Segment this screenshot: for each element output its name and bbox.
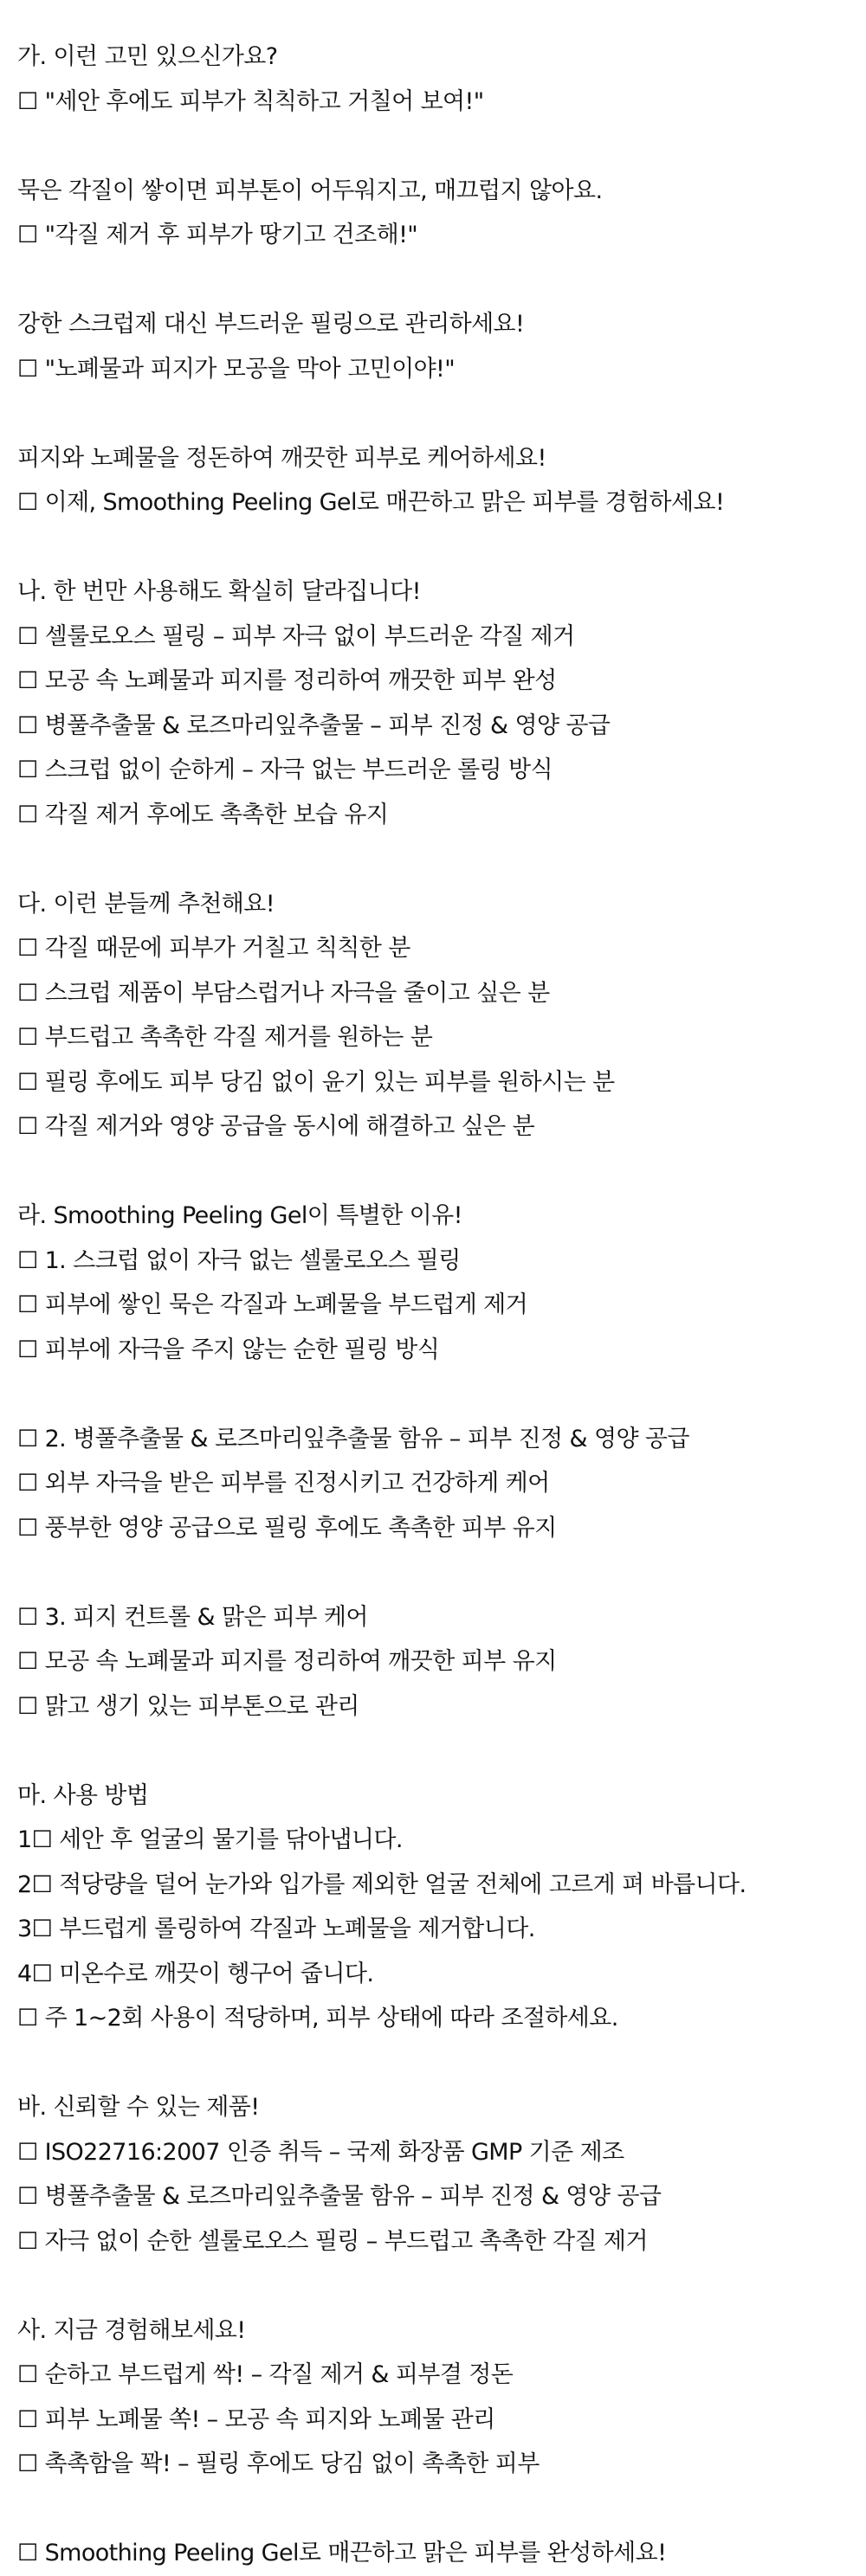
text-line: ☐ 이제, Smoothing Peeling Gel로 매끈하고 맑은 피부를 경험하세요! xyxy=(17,489,725,516)
section-sa xyxy=(17,2309,866,2576)
blank-line xyxy=(17,2487,866,2532)
text-line: ☐ 피부에 쌓인 묵은 각질과 노폐물을 부드럽게 제거 xyxy=(17,1291,528,1318)
text-line: ☐ Smoothing Peeling Gel로 매끈하고 맑은 피부를 완성하세요! xyxy=(17,2540,667,2566)
section-gap xyxy=(17,2264,866,2309)
text-line: ☐ 자극 없이 순한 셀룰로오스 필링 – 부드럽고 촉촉한 각질 제거 xyxy=(17,2227,648,2255)
blank-line xyxy=(17,391,866,436)
text-line: 묵은 각질이 쌓이면 피부톤이 어두워지고, 매끄럽지 않아요. xyxy=(17,177,603,204)
section-na xyxy=(17,570,866,837)
text-line: ☐ "세안 후에도 피부가 칙칙하고 거칠어 보여!" xyxy=(17,87,484,115)
text-line: ☐ 피부에 자극을 주지 않는 순한 필링 방식 xyxy=(17,1336,440,1363)
text-line: ☐ 부드럽고 촉촉한 각질 제거를 원하는 분 xyxy=(17,1024,433,1051)
text-line: 강한 스크럽제 대신 부드러운 필링으로 관리하세요! xyxy=(17,311,525,338)
text-line: ☐ 각질 제거 후에도 촉촉한 보습 유지 xyxy=(17,801,389,828)
text-line: 3☐ 부드럽게 롤링하여 각질과 노폐물을 제거합니다. xyxy=(17,1916,535,1942)
section-ga xyxy=(17,35,866,525)
blank-line xyxy=(17,124,866,169)
section-da xyxy=(17,882,866,1150)
section-heading: 사. 지금 경험해보세요! xyxy=(17,2316,246,2344)
blank-line xyxy=(17,1550,866,1595)
text-line: ☐ 스크럽 없이 순하게 – 자극 없는 부드러운 롤링 방식 xyxy=(17,757,553,783)
text-line: 2☐ 적당량을 덜어 눈가와 입가를 제외한 얼굴 전체에 고르게 펴 바릅니다. xyxy=(17,1871,746,1898)
text-line: ☐ 각질 때문에 피부가 거칠고 칙칙한 분 xyxy=(17,935,410,962)
text-line: ☐ 주 1~2회 사용이 적당하며, 피부 상태에 따라 조절하세요. xyxy=(17,2005,618,2032)
text-line: ☐ 병풀추출물 & 로즈마리잎추출물 – 피부 진정 & 영양 공급 xyxy=(17,712,611,739)
text-line: ☐ 셀룰로오스 필링 – 피부 자극 없이 부드러운 각질 제거 xyxy=(17,622,575,650)
text-line: ☐ 맑고 생기 있는 피부톤으로 관리 xyxy=(17,1692,359,1720)
text-line: 4☐ 미온수로 깨끗이 헹구어 줍니다. xyxy=(17,1960,374,1987)
text-line: ☐ 1. 스크럽 없이 자극 없는 셀룰로오스 필링 xyxy=(17,1246,461,1274)
text-line: ☐ ISO22716:2007 인증 취득 – 국제 화장품 GMP 기준 제조 xyxy=(17,2138,624,2166)
text-line: 피지와 노폐물을 정돈하여 깨끗한 피부로 케어하세요! xyxy=(17,444,546,472)
text-line: ☐ 필링 후에도 피부 당김 없이 윤기 있는 피부를 원하시는 분 xyxy=(17,1068,615,1096)
section-gap xyxy=(17,1150,866,1195)
section-heading: 다. 이런 분들께 추천해요! xyxy=(17,890,275,918)
section-heading: 바. 신뢰할 수 있는 제품! xyxy=(17,2094,260,2121)
text-line: ☐ 외부 자극을 받은 피부를 진정시키고 건강하게 케어 xyxy=(17,1470,550,1497)
section-gap xyxy=(17,525,866,570)
section-heading: 가. 이런 고민 있으신가요? xyxy=(17,43,278,70)
text-line: ☐ 스크럽 제품이 부담스럽거나 자극을 줄이고 싶은 분 xyxy=(17,979,550,1007)
text-line: ☐ 모공 속 노폐물과 피지를 정리하여 깨끗한 피부 완성 xyxy=(17,667,557,694)
section-heading: 나. 한 번만 사용해도 확실히 달라집니다! xyxy=(17,578,421,605)
text-line: ☐ 3. 피지 컨트롤 & 맑은 피부 케어 xyxy=(17,1603,368,1631)
text-line: 1☐ 세안 후 얼굴의 물기를 닦아냅니다. xyxy=(17,1826,403,1853)
text-line: ☐ 풍부한 영양 공급으로 필링 후에도 촉촉한 피부 유지 xyxy=(17,1514,557,1542)
section-ba xyxy=(17,2085,866,2264)
text-line: ☐ 피부 노폐물 쏙! – 모공 속 피지와 노폐물 관리 xyxy=(17,2405,495,2433)
section-gap xyxy=(17,2041,866,2086)
section-ra xyxy=(17,1194,866,1729)
text-line: ☐ 순하고 부드럽게 싹! – 각질 제거 & 피부결 정돈 xyxy=(17,2361,514,2388)
blank-line xyxy=(17,258,866,303)
section-heading: 라. Smoothing Peeling Gel이 특별한 이유! xyxy=(17,1202,462,1229)
section-heading: 마. 사용 방법 xyxy=(17,1781,149,1809)
section-ma xyxy=(17,1774,866,2041)
section-gap xyxy=(17,1729,866,1774)
text-line: ☐ 각질 제거와 영양 공급을 동시에 해결하고 싶은 분 xyxy=(17,1113,535,1140)
blank-line xyxy=(17,1372,866,1417)
text-line: ☐ 병풀추출물 & 로즈마리잎추출물 함유 – 피부 진정 & 영양 공급 xyxy=(17,2183,662,2210)
section-gap xyxy=(17,837,866,882)
text-line: ☐ "노폐물과 피지가 모공을 막아 고민이야!" xyxy=(17,355,456,383)
text-line: ☐ 촉촉함을 꽉! – 필링 후에도 당김 없이 촉촉한 피부 xyxy=(17,2450,540,2477)
text-line: ☐ "각질 제거 후 피부가 땅기고 건조해!" xyxy=(17,222,418,248)
text-line: ☐ 2. 병풀추출물 & 로즈마리잎추출물 함유 – 피부 진정 & 영양 공급 xyxy=(17,1425,689,1452)
text-line: ☐ 모공 속 노폐물과 피지를 정리하여 깨끗한 피부 유지 xyxy=(17,1648,557,1675)
